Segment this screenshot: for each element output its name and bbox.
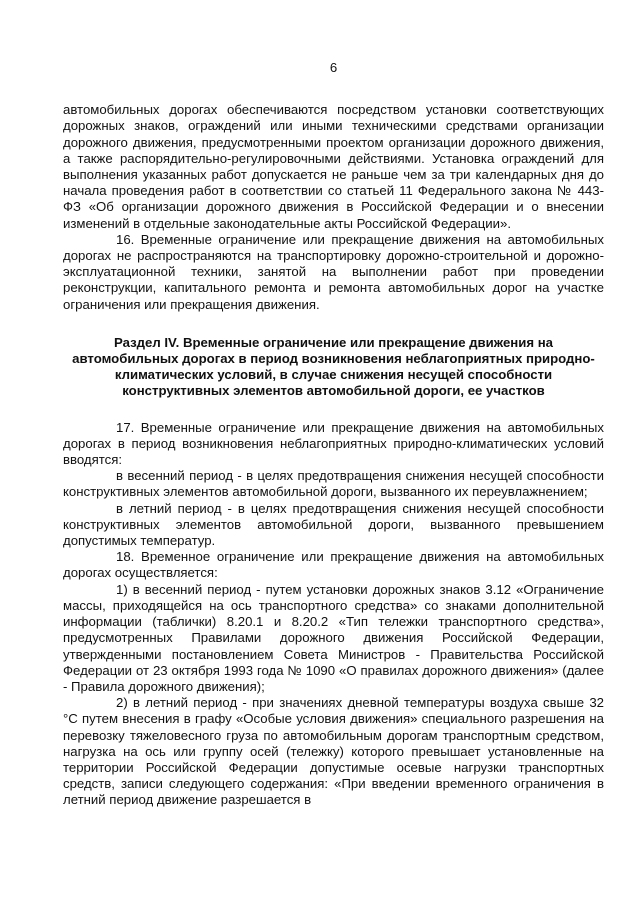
paragraph-18-item-1: 1) в весенний период - путем установки дорожных знаков 3.12 «Ограничение массы, приходящейся на ось транспортного средства» со знаками дополнительной информации (таблички) 8.20.1 и 8.20.2 «Тип тележки транспортного средства», предусмотренных Правилами дорожного движения Российской Федерации, утвержденными постановлением Совета Министров - Правительства Российской Федерации от 23 октября 1993 года № 1090 «О правилах дорожного движения» (далее - Правила дорожного движения); [63,581,604,694]
section-title: Раздел IV. Временные ограничение или прекращение движения на автомобильных дорогах в период возникновения неблагоприятных природно-климатических условий, в случае снижения несущей способности конструктивных элементов автомобильной дороги, ее участков [72,334,595,399]
paragraph-17: 17. Временные ограничение или прекращение движения на автомобильных дорогах в период возникновения неблагоприятных природно-климатических условий вводятся: [63,419,604,468]
paragraph-18-item-2: 2) в летний период - при значениях дневной температуры воздуха свыше 32 °С путем внесения в графу «Особые условия движения» специального разрешения на перевозку тяжеловесного груза по автомобильным дорогам транспортным средством, нагрузка на ось или группу осей (тележку) которого превышает установленные на территории Российской Федерации допустимые осевые нагрузки транспортных средств, записи следующего содержания: «При введении временного ограничения в летний период движение разрешается в [63,695,604,808]
paragraph-18: 18. Временное ограничение или прекращение движения на автомобильных дорогах осуществляется: [63,549,604,581]
page-number: 6 [329,60,338,75]
paragraph-15-continuation: автомобильных дорогах обеспечиваются посредством установки соответствующих дорожных знаков, ограждений или иными техническими средствами организации дорожного движения, предусмотренными проектом организации дорожного движения, а также распорядительно-регулировочными действиями. Установка ограждений для выполнения указанных работ допускается не раньше чем за три календарных дня до начала проведения работ в соответствии со статьей 11 Федерального закона № 443-ФЗ «Об организации дорожного движения в Российской Федерации и о внесении изменений в отдельные законодательные акты Российской Федерации». [63,102,604,231]
paragraph-16: 16. Временные ограничение или прекращение движения на автомобильных дорогах не распространяются на транспортировку дорожно-строительной и дорожно-эксплуатационной техники, занятой на выполнении работ при проведении реконструкции, капитального ремонта и ремонта автомобильных дорог на участке ограничения или прекращения движения. [63,231,604,312]
paragraph-17-spring: в весенний период - в целях предотвращения снижения несущей способности конструктивных элементов автомобильной дороги, вызванного их переувлажнением; [63,468,604,500]
paragraph-17-summer: в летний период - в целях предотвращения снижения несущей способности конструктивных элементов автомобильной дороги, вызванного превышением допустимых температур. [63,500,604,549]
